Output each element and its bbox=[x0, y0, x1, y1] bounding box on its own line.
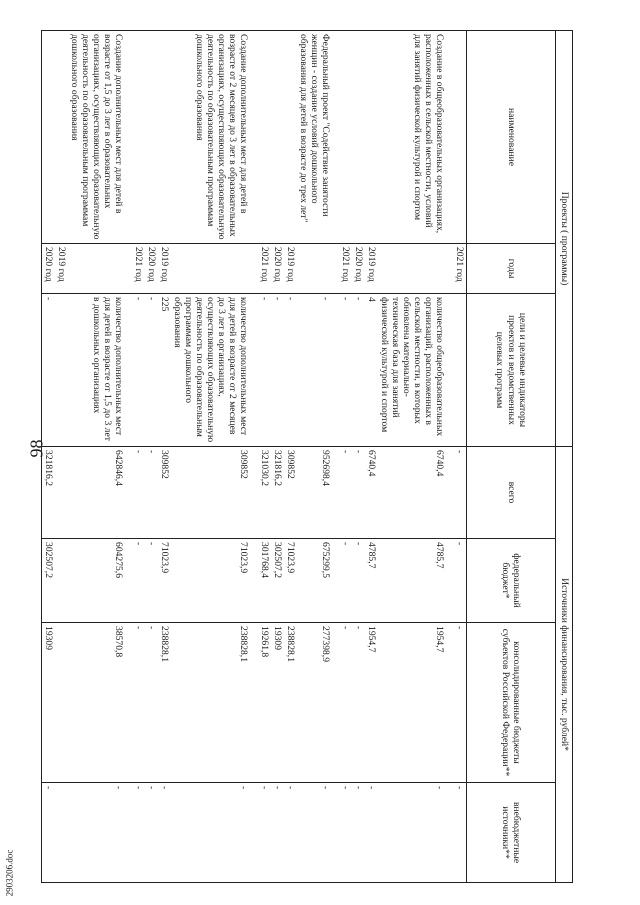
cell-extra: - bbox=[284, 783, 297, 883]
cell-regional: 238828,1 bbox=[158, 623, 171, 783]
table-row bbox=[378, 31, 453, 883]
cell-total: - bbox=[352, 447, 365, 539]
cell-regional: 19309 bbox=[41, 623, 55, 783]
cell-federal bbox=[55, 539, 68, 623]
funding-table bbox=[41, 30, 573, 883]
cell-total: - bbox=[339, 447, 352, 539]
cell-total: - bbox=[453, 447, 467, 539]
cell-goal: - bbox=[352, 294, 365, 447]
cell-year: 2020 год bbox=[352, 244, 365, 294]
cell-regional: 38570,8 bbox=[68, 623, 132, 783]
cell-goal: - bbox=[145, 294, 158, 447]
cell-regional: - bbox=[145, 623, 158, 783]
cell-goal: - bbox=[297, 294, 339, 447]
cell-federal: - bbox=[132, 539, 145, 623]
table-row bbox=[171, 31, 257, 883]
table-row bbox=[68, 31, 132, 883]
cell-extra: - bbox=[41, 783, 55, 883]
cell-year: 2019 год bbox=[365, 244, 378, 294]
cell-extra: - bbox=[378, 783, 453, 883]
cell-goal: - bbox=[41, 294, 55, 447]
rotated-sheet bbox=[43, 30, 573, 882]
cell-name bbox=[158, 31, 171, 244]
table-row bbox=[158, 31, 171, 883]
cell-federal: - bbox=[145, 539, 158, 623]
table-row bbox=[132, 31, 145, 883]
cell-federal: 71023,9 bbox=[284, 539, 297, 623]
header-years: годы bbox=[467, 244, 556, 294]
table-row bbox=[145, 31, 158, 883]
header-projects-group: Проекты ( программы) bbox=[556, 31, 573, 447]
cell-name: Федеральный проект "Содействие занятости женщин - создание условий дошкольного образования для детей в возрасте до трех лет" bbox=[297, 31, 339, 244]
cell-goal: 225 bbox=[158, 294, 171, 447]
cell-federal: 675299,5 bbox=[297, 539, 339, 623]
cell-extra: - bbox=[352, 783, 365, 883]
cell-name: Создание дополнительных мест для детей в возрасте от 1,5 до 3 лет в образовательных организациях, осуществляющих образовательную деятельность по образовательным программам дошкольного образования bbox=[68, 31, 132, 244]
cell-year: 2020 год bbox=[41, 244, 55, 294]
cell-regional: 1954,7 bbox=[365, 623, 378, 783]
cell-year: 2021 год bbox=[453, 244, 467, 294]
table-row bbox=[271, 31, 284, 883]
cell-goal: количество дополнительных мест для детей в возрасте от 1,5 до 3 лет в дошкольных организациях bbox=[68, 294, 132, 447]
cell-total: - bbox=[132, 447, 145, 539]
table-body bbox=[41, 31, 466, 883]
cell-federal: - bbox=[352, 539, 365, 623]
cell-year: 2019 год bbox=[55, 244, 68, 294]
table-row bbox=[258, 31, 271, 883]
cell-extra: - bbox=[453, 783, 467, 883]
cell-federal: 4785,7 bbox=[365, 539, 378, 623]
cell-extra: - bbox=[158, 783, 171, 883]
cell-goal: - bbox=[258, 294, 271, 447]
cell-name bbox=[271, 31, 284, 244]
cell-name: Создание в общеобразовательных организациях, расположенных в сельской местности, условий для занятий физической культурой и спортом bbox=[378, 31, 453, 244]
cell-name bbox=[365, 31, 378, 244]
table-row bbox=[453, 31, 467, 883]
cell-name: Создание дополнительных мест для детей в возрасте от 2 месяцев до 3 лет в образовательных организациях, осуществляющих образовательную деятельность по образовательным программам дошкольного образования bbox=[171, 31, 257, 244]
cell-federal: 71023,9 bbox=[171, 539, 257, 623]
cell-goal: 4 bbox=[365, 294, 378, 447]
cell-federal: 604275,6 bbox=[68, 539, 132, 623]
cell-goal: - bbox=[339, 294, 352, 447]
document-reference: 2903206.doc bbox=[4, 849, 15, 897]
table-header bbox=[467, 31, 573, 883]
cell-total: 309852 bbox=[158, 447, 171, 539]
cell-total: 6740,4 bbox=[378, 447, 453, 539]
table-row bbox=[284, 31, 297, 883]
cell-name bbox=[41, 31, 55, 244]
header-goals: цели и целевые индикаторы проектов и ведомственных целевых программ bbox=[467, 294, 556, 447]
header-federal: федеральный бюджет* bbox=[467, 539, 556, 623]
table-row bbox=[41, 31, 55, 883]
cell-year: 2021 год bbox=[132, 244, 145, 294]
cell-regional: - bbox=[352, 623, 365, 783]
cell-total: 321816,2 bbox=[41, 447, 55, 539]
cell-regional: 1954,7 bbox=[378, 623, 453, 783]
cell-year bbox=[171, 244, 257, 294]
cell-regional: 277398,9 bbox=[297, 623, 339, 783]
table-row bbox=[365, 31, 378, 883]
cell-extra: - bbox=[132, 783, 145, 883]
cell-goal: - bbox=[271, 294, 284, 447]
cell-total: 321030,2 bbox=[258, 447, 271, 539]
cell-federal: 301768,4 bbox=[258, 539, 271, 623]
cell-total: 642846,4 bbox=[68, 447, 132, 539]
cell-regional: 19309 bbox=[271, 623, 284, 783]
table-row bbox=[55, 31, 68, 883]
cell-name bbox=[352, 31, 365, 244]
cell-regional: - bbox=[132, 623, 145, 783]
cell-total: 309852 bbox=[284, 447, 297, 539]
cell-total: 6740,4 bbox=[365, 447, 378, 539]
cell-federal: 71023,9 bbox=[158, 539, 171, 623]
cell-extra: - bbox=[68, 783, 132, 883]
cell-year bbox=[378, 244, 453, 294]
cell-year: 2019 год bbox=[284, 244, 297, 294]
cell-regional: 238828,1 bbox=[284, 623, 297, 783]
table-row bbox=[339, 31, 352, 883]
page-number: 98 bbox=[26, 439, 47, 458]
cell-regional bbox=[55, 623, 68, 783]
cell-name bbox=[339, 31, 352, 244]
cell-name bbox=[453, 31, 467, 244]
cell-extra: - bbox=[271, 783, 284, 883]
cell-extra: - bbox=[258, 783, 271, 883]
cell-regional: 238828,1 bbox=[171, 623, 257, 783]
cell-year bbox=[297, 244, 339, 294]
cell-total: 321816,2 bbox=[271, 447, 284, 539]
cell-regional: - bbox=[339, 623, 352, 783]
header-total: всего bbox=[467, 447, 556, 539]
table-row bbox=[297, 31, 339, 883]
cell-total: 952698,4 bbox=[297, 447, 339, 539]
cell-goal bbox=[55, 294, 68, 447]
header-name: наименование bbox=[467, 31, 556, 244]
cell-federal: 4785,7 bbox=[378, 539, 453, 623]
cell-federal: 302507,2 bbox=[41, 539, 55, 623]
cell-extra: - bbox=[339, 783, 352, 883]
cell-extra: - bbox=[171, 783, 257, 883]
cell-goal bbox=[453, 294, 467, 447]
cell-year: 2021 год bbox=[258, 244, 271, 294]
cell-name bbox=[55, 31, 68, 244]
cell-total: 309852 bbox=[171, 447, 257, 539]
header-regional: консолидированные бюджеты субъектов Российской Федерации** bbox=[467, 623, 556, 783]
cell-year: 2021 год bbox=[339, 244, 352, 294]
cell-total: - bbox=[145, 447, 158, 539]
cell-extra: - bbox=[145, 783, 158, 883]
cell-year bbox=[68, 244, 132, 294]
cell-federal: 302507,2 bbox=[271, 539, 284, 623]
cell-name bbox=[284, 31, 297, 244]
cell-federal: - bbox=[453, 539, 467, 623]
header-funding-group: Источники финансирования, тыс. рублей* bbox=[556, 447, 573, 883]
cell-extra: - bbox=[365, 783, 378, 883]
cell-total bbox=[55, 447, 68, 539]
cell-federal: - bbox=[339, 539, 352, 623]
header-extra: внебюджетные источники** bbox=[467, 783, 556, 883]
cell-regional: 19261,8 bbox=[258, 623, 271, 783]
cell-regional: - bbox=[453, 623, 467, 783]
cell-extra: - bbox=[297, 783, 339, 883]
cell-goal: количество общеобразовательных организаций, расположенных в сельской местности, в которых обновлена материально-техническая база для занятий физической культурой и спортом bbox=[378, 294, 453, 447]
cell-extra bbox=[55, 783, 68, 883]
cell-goal: - bbox=[132, 294, 145, 447]
cell-goal: - bbox=[284, 294, 297, 447]
cell-goal: количество дополнительных мест для детей в возрасте от 2 месяцев до 3 лет в организациях, осуществляющих образовательную деятельность по образовательным программам дошкольного образования bbox=[171, 294, 257, 447]
cell-year: 2020 год bbox=[145, 244, 158, 294]
cell-year: 2020 год bbox=[271, 244, 284, 294]
table-row bbox=[352, 31, 365, 883]
cell-name bbox=[258, 31, 271, 244]
cell-name bbox=[145, 31, 158, 244]
cell-year: 2019 год bbox=[158, 244, 171, 294]
cell-name bbox=[132, 31, 145, 244]
